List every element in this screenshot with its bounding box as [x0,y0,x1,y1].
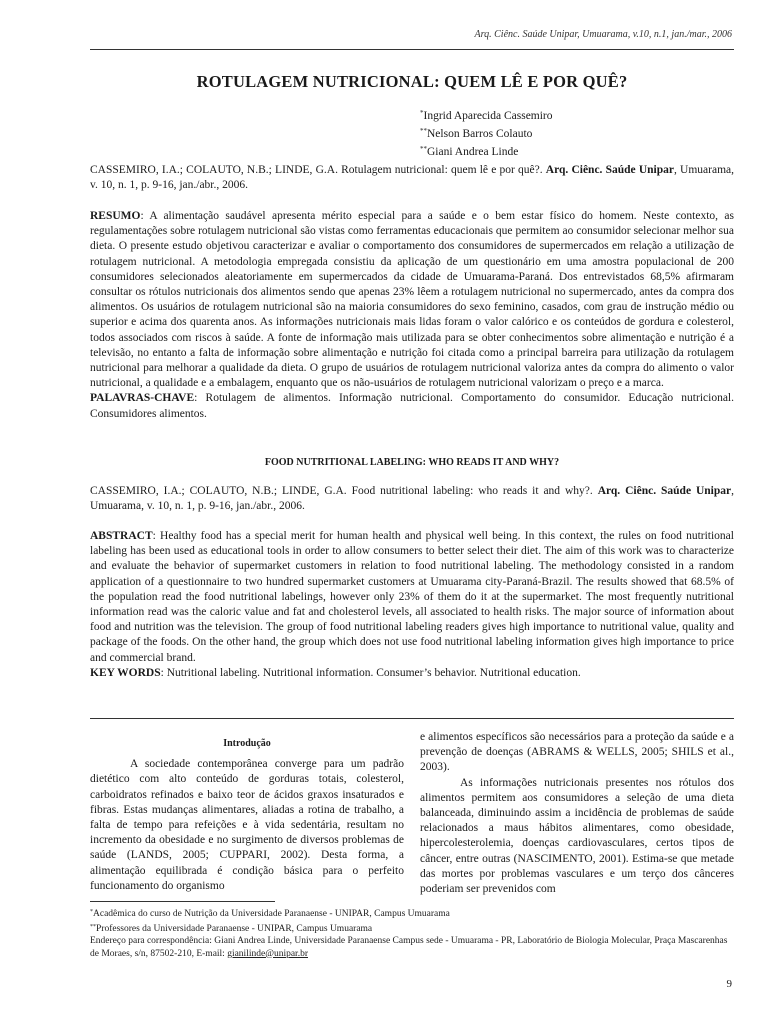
footnote-2: **Professores da Universidade Paranaense - UNIPAR, Campus Umuarama [90,923,373,934]
running-head: Arq. Ciênc. Saúde Unipar, Umuarama, v.10, n.1, jan./mar., 2006 [474,29,732,40]
author-1: *Ingrid Aparecida Cassemiro [420,109,553,122]
section-rule [90,718,734,719]
header-rule [90,49,734,50]
author-2: **Nelson Barros Colauto [420,127,533,140]
footnote-1: *Acadêmica do curso de Nutrição da Universidade Paranaense - UNIPAR, Campus Umuarama [90,909,450,919]
intro-heading: Introdução [223,738,271,749]
author-list [420,106,553,160]
intro-paragraph-1-cont: e alimentos específicos são necessários para a proteção da saúde e a prevenção de doenças (ABRAMS & WELLS, 2005; SHILS et al., 2003). [420,731,734,774]
page-number: 9 [726,978,732,990]
author-3: **Giani Andrea Linde [420,145,519,158]
english-title: FOOD NUTRITIONAL LABELING: WHO READS IT AND WHY? [264,457,560,468]
citation-pt: CASSEMIRO, I.A.; COLAUTO, N.B.; LINDE, G.A. Rotulagem nutricional: quem lê e por quê?. Arq. Ciênc. Saúde Unipar, Umuarama, v. 10, n. 1, p. 9-16, jan./abr., 2006. [90,164,735,192]
palavras-chave-label: PALAVRAS-CHAVE [90,392,195,405]
footnotes [90,906,734,960]
intro-paragraph-2: As informações nutricionais presentes nos rótulos dos alimentos permitem aos consumidores a seleção de uma dieta balanceada, diminuindo assim a incidência de problemas de saúde relacionados a maus hábitos alimentares, como obesidade, hipercolesterolemia, doenças cardiovasculares, certos tipos de câncer, entre outras (NASCIMENTO, 2001). Estima-se que metade das mortes por problemas vasculares e um terço dos cânceres poderiam ser prevenidos com [420,776,734,896]
intro-paragraph-1: A sociedade contemporânea converge para um padrão dietético com alto conteúdo de gorduras totais, colesterol, carboidratos refinados e baixo teor de ácidos graxos insaturados e fibras. Estas mudanças alimentares, aliadas a rotina de trabalho, a falta de tempo para refeições e à vida sedentária, resultam no incremento da obesidade e no surgimento de diversos problemas de saúde (LANDS, 2005; CUPPARI, 2002). Desta forma, a alimentação equilibrada é condição básica para o perfeito funcionamento do organismo [90,758,404,892]
resumo: RESUMO: A alimentação saudável apresenta mérito especial para a saúde e o bem estar físico do homem. Neste contexto, as regulamentações sobre rotulagem nutricional são vistas como ferramentas educacionais que permitem ao consumidor selecionar melhor sua dieta. O presente estudo objetivou caracterizar e avaliar o comportamento dos consumidores de supermercados em relação a utilização de rotulagem nutricional. A metodologia empregada consistiu da aplicação de um questionário em uma amostra populacional de 200 consumidores selecionados aleatoriamente em supermercados da cidade de Umuarama-Paraná. Dos entrevistados 68,5% afirmaram consultar os rótulos nutricionais dos alimentos sendo que apenas 23% lêem a rotulagem nutricional no supermercado, antes da compra dos alimentos. Os usuários de rotulagem nutricional são na maioria consumidores do sexo feminino, casados, com grau de instrução médio ou superior e acima dos quarenta anos. As informações nutricionais mais lidas foram o valor calórico e os conteúdos de gordura e colesterol, todos associados com riscos à saúde. A fonte de informação mais utilizada para se obter conhecimentos sobre alimentação e nutrição é a televisão, no entanto a falta de informação sobre alimentação e nutrição foi citada como a principal barreira para utilização da rotulagem nutricional para melhorar a qualidade da dieta. O grupo de usuários de rotulagem nutricional valoriza antes da compra do alimento o valor nutricional, a qualidade e a embalagem, enquanto que os não-usuários de rotulagem nutricional valorizam o preço e a marca. PALAVRAS-CHAVE: Rotulagem de alimentos. Informação nutricional. Comportamento do consumidor. Educação nutricional. Consumidores alimentos. [90,210,734,420]
footnote-3: Endereço para correspondência: Giani Andrea Linde, Universidade Paranaense Campus sede - Umuarama - PR, Laboratório de Biologia Molecular, Praça Mascarenhas de Moraes, s/n, 87502-210, E-mail: gianilinde@unipar.br [90,936,728,959]
email-link[interactable]: gianilinde@unipar.br [227,948,308,959]
right-column [420,730,734,897]
citation-en: CASSEMIRO, I.A.; COLAUTO, N.B.; LINDE, G.A. Food nutritional labeling: who reads it and why?. Arq. Ciênc. Saúde Unipar, Umuarama, v. 10, n. 1, p. 9-16, jan./abr., 2006. [90,485,735,513]
resumo-label: RESUMO [90,210,141,222]
article-title: ROTULAGEM NUTRICIONAL: QUEM LÊ E POR QUÊ? [196,72,628,91]
footnote-rule [90,901,275,902]
abstract-label: ABSTRACT [90,530,153,542]
left-column [90,736,404,894]
abstract: ABSTRACT: Healthy food has a special merit for human health and physical well being. In this context, the rules on food nutritional labeling has been used as educational tools in order to allow consumers to better select their diet. The aim of this work was to characterize and evaluate the behavior of supermarket customers in relation to food nutritional labeling. The methodology consisted in a random application of a questionnaire to two hundred supermarket customers at Umuarama city-Paraná-Brazil. The results showed that 68.5% of the population read the food nutritional labelings, however only 23% of them do it at the supermarket. The most frequently nutritional information read was the caloric value and fat and cholesterol levels, all associated to health risks. The major source of information about food and nutrition was the television. The group of food nutritional labeling readers gives high importance to nutritional value, quality and package of the foods. On the other hand, the group which does not use food nutritional labeling information gives high importance to price and commercial brand. KEY WORDS: Nutritional labeling. Nutritional information. Consumer’s behavior. Nutritional education. [90,530,734,679]
key-words-label: KEY WORDS [90,666,161,679]
